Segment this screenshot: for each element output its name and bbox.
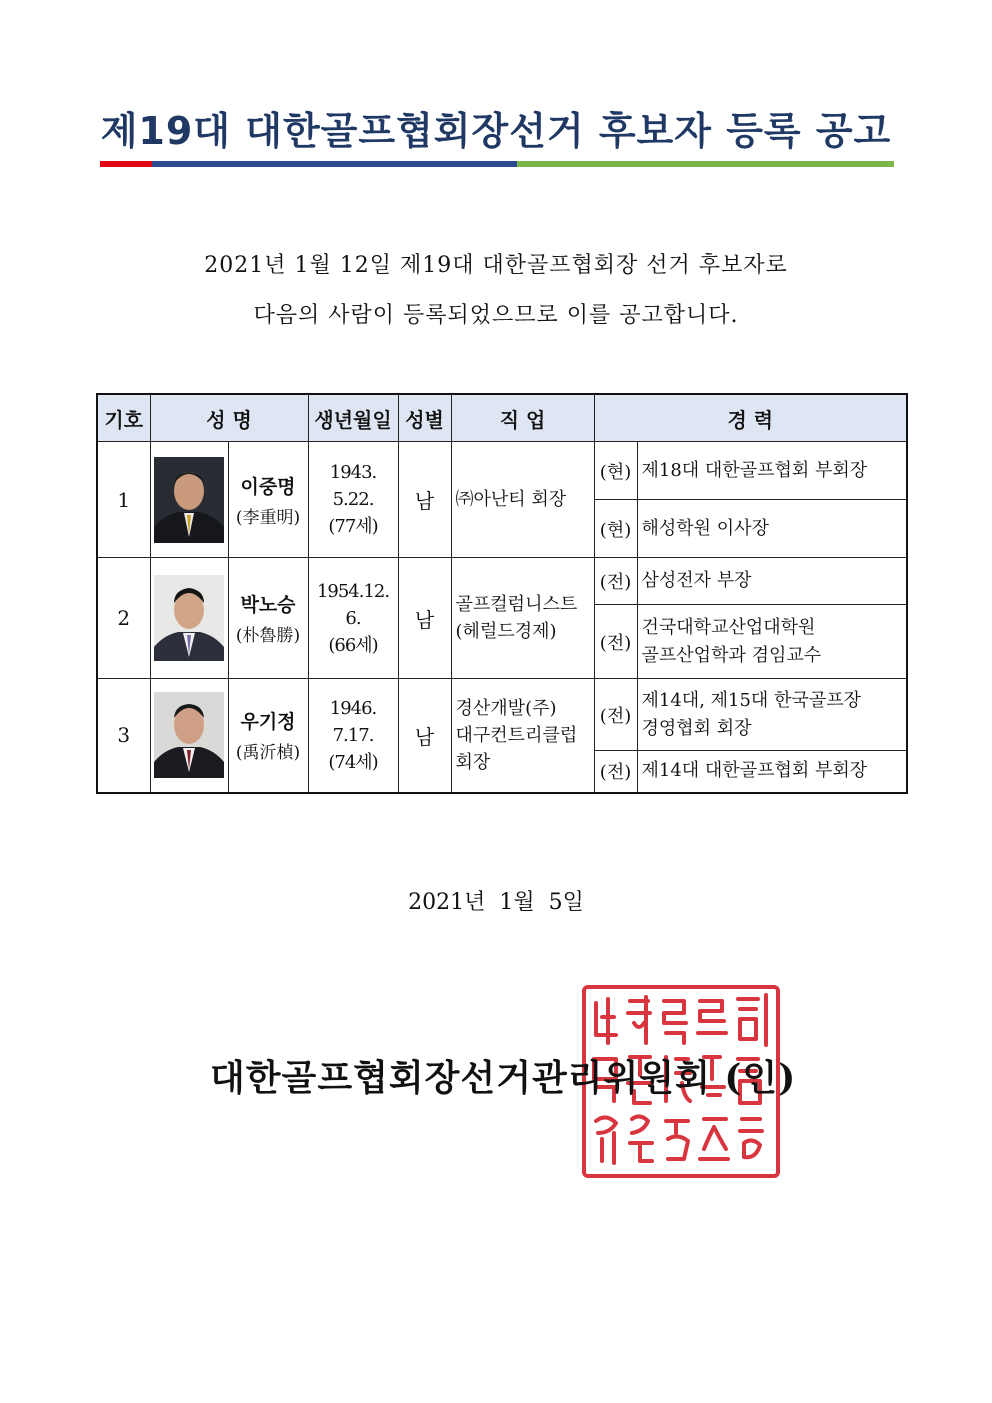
career-tag: (전) <box>594 605 637 679</box>
candidate-hanja: (禹沂楨) <box>235 743 301 764</box>
candidate-photo <box>154 692 224 778</box>
candidate-age: (74세) <box>328 751 378 773</box>
job-line: 골프컬럼니스트 <box>455 594 578 615</box>
candidate-number: 2 <box>97 558 150 679</box>
date-year: 2021년 <box>408 890 486 915</box>
job-line: ㈜아난티 회장 <box>455 489 567 510</box>
career-text <box>637 558 907 605</box>
candidate-job <box>451 679 594 793</box>
candidate-birth-cell <box>308 558 398 679</box>
candidate-age: (77세) <box>328 516 378 537</box>
career-line: 삼성전자 부장 <box>641 570 752 592</box>
candidate-birth-cell <box>308 442 398 558</box>
date-day: 5일 <box>548 890 584 915</box>
career-line: 골프산업학과 겸임교수 <box>641 644 822 666</box>
career-text <box>637 500 907 558</box>
candidate-name-cell <box>228 679 308 793</box>
table-row <box>97 558 907 605</box>
career-tag: (현) <box>594 442 637 500</box>
candidate-number: 1 <box>97 442 150 558</box>
announcement-date <box>96 885 896 916</box>
candidate-table <box>96 393 908 794</box>
career-text <box>637 442 907 500</box>
candidate-name: 이중명 <box>240 475 296 498</box>
candidate-name: 박노승 <box>240 594 296 616</box>
candidate-job <box>451 442 594 558</box>
candidate-gender: 남 <box>398 679 451 793</box>
career-tag: (전) <box>594 751 637 793</box>
header-career: 경 력 <box>594 394 907 442</box>
page-title: 제19대 대한골프협회장선거 후보자 등록 공고 <box>100 109 892 153</box>
candidate-photo <box>154 457 224 543</box>
career-line: 제14대, 제15대 한국골프장 <box>641 689 861 711</box>
career-line: 건국대학교산업대학원 <box>641 616 816 638</box>
candidate-photo-cell <box>150 558 228 679</box>
title-underline-blue <box>152 161 517 167</box>
candidate-name: 우기정 <box>240 711 296 734</box>
header-name: 성 명 <box>150 394 308 442</box>
header-birth: 생년월일 <box>308 394 398 442</box>
candidate-birthdate: 1954.12. 6. <box>316 580 390 629</box>
table-header-row <box>97 394 907 442</box>
intro-line-1: 2021년 1월 12일 제19대 대한골프협회장 선거 후보자로 <box>204 253 788 278</box>
candidate-photo <box>154 575 224 661</box>
career-line: 경영협회 회장 <box>641 717 752 739</box>
candidate-number: 3 <box>97 679 150 793</box>
career-tag: (현) <box>594 500 637 558</box>
career-line: 제14대 대한골프협회 부회장 <box>641 760 868 782</box>
job-line: (헤럴드경제) <box>455 621 557 642</box>
career-text <box>637 679 907 751</box>
candidate-photo-cell <box>150 679 228 793</box>
candidate-name-cell <box>228 558 308 679</box>
job-line: 회장 <box>455 751 491 773</box>
table-row <box>97 679 907 751</box>
candidate-job <box>451 558 594 679</box>
career-text <box>637 605 907 679</box>
candidate-name-cell <box>228 442 308 558</box>
title-underline-red <box>100 161 152 167</box>
career-tag: (전) <box>594 679 637 751</box>
table-row <box>97 442 907 500</box>
candidate-hanja: (李重明) <box>235 507 301 528</box>
career-tag: (전) <box>594 558 637 605</box>
header-no: 기호 <box>97 394 150 442</box>
date-month: 1월 <box>499 890 535 915</box>
job-line: 경산개발(주) <box>455 697 557 719</box>
candidate-gender: 남 <box>398 558 451 679</box>
candidate-age: (66세) <box>328 634 378 656</box>
candidate-birth-cell <box>308 679 398 793</box>
candidate-birthdate: 1946. 7.17. <box>329 697 377 746</box>
career-line: 해성학원 이사장 <box>641 517 769 539</box>
candidate-gender: 남 <box>398 442 451 558</box>
header-job: 직 업 <box>451 394 594 442</box>
header-gender: 성별 <box>398 394 451 442</box>
title-underline-green <box>517 161 894 167</box>
intro-line-2: 다음의 사람이 등록되었으므로 이를 공고합니다. <box>253 303 739 328</box>
organization-name: 대한골프협회장선거관리위원회 (인) <box>210 1057 797 1099</box>
career-text <box>637 751 907 793</box>
candidate-hanja: (朴魯勝) <box>235 626 301 646</box>
job-line: 대구컨트리클럽 <box>455 724 578 746</box>
candidate-birthdate: 1943. 5.22. <box>329 462 377 510</box>
candidate-photo-cell <box>150 442 228 558</box>
career-line: 제18대 대한골프협회 부회장 <box>641 459 868 481</box>
